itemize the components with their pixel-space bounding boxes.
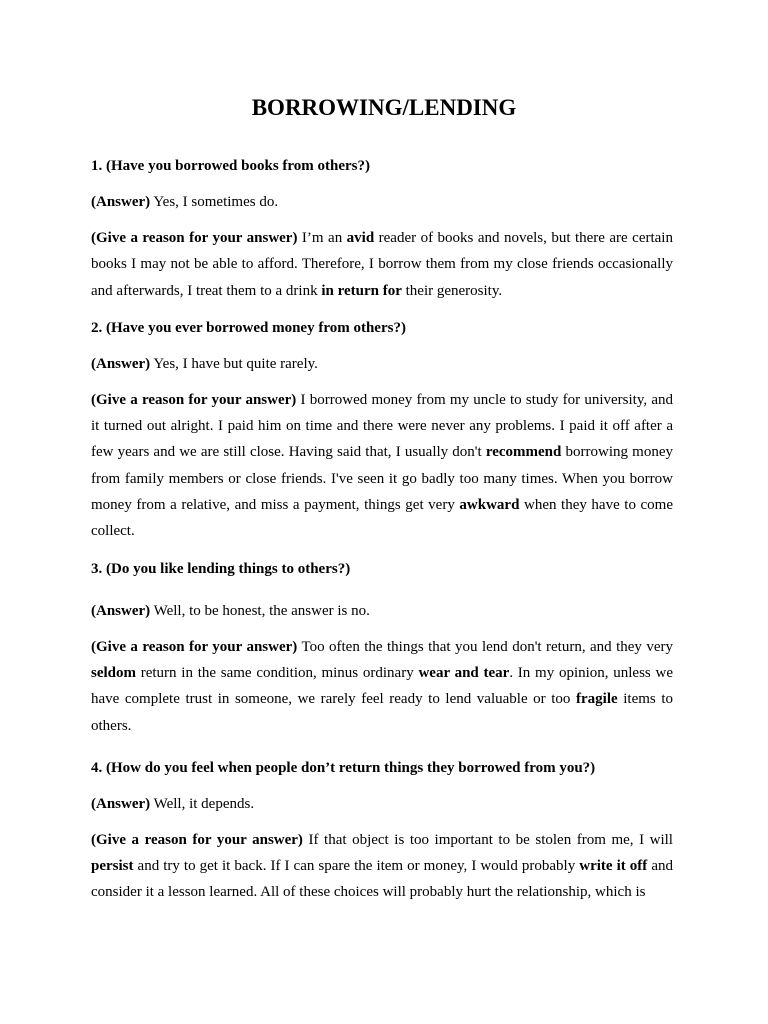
reason-3-text: . In my opinion, unless we have complete trust in someone, we rarely feel ready to lend valuable or too	[91, 664, 673, 708]
answer-label: (Answer)	[91, 194, 151, 210]
vocab-term: recommend	[485, 444, 562, 461]
reason-2	[91, 387, 673, 545]
reason-3	[91, 634, 673, 739]
answer-label: (Answer)	[91, 355, 151, 372]
reason-4	[91, 827, 673, 906]
vocab-term: wear and tear	[418, 664, 510, 681]
reason-1-text: reader of books and novels, but there are certain books I may not be able to afford. Therefore, I borrow them from my close friends occasionally and afterwards, I treat them to a drink	[91, 230, 673, 299]
answer-2	[91, 351, 673, 377]
reason-label: (Give a reason for your answer)	[91, 831, 303, 848]
reason-1-text: their generosity.	[401, 282, 503, 299]
reason-4-text: and try to get it back. If I can spare the item or money, I would probably	[133, 858, 580, 875]
reason-label: (Give a reason for your answer)	[91, 638, 298, 655]
reason-2-text: when they have to come collect.	[91, 497, 673, 540]
reason-label: (Give a reason for your answer)	[91, 391, 297, 408]
reason-label: (Give a reason for your answer)	[91, 230, 298, 246]
reason-1-text: I’m an	[297, 230, 347, 246]
reason-3-text: return in the same condition, minus ordinary	[136, 664, 419, 681]
answer-4	[91, 791, 673, 817]
answer-4-text: Well, it depends.	[150, 795, 255, 812]
answer-3	[91, 598, 673, 624]
reason-4-text: If that object is too important to be stolen from me, I will	[302, 831, 673, 848]
question-3-heading: 3. (Do you like lending things to others?)	[91, 560, 351, 577]
reason-3-text: Too often the things that you lend don't return, and they very	[297, 638, 673, 655]
reason-2-text: borrowing money from family members or close friends. I've seen it go badly too many times. When you borrow money from a relative, and miss a payment, things get very	[91, 444, 673, 514]
vocab-term: persist	[91, 858, 134, 875]
question-1-heading: 1. (Have you borrowed books from others?)	[91, 158, 371, 174]
reason-4-text: and consider it a lesson learned. All of these choices will probably hurt the relationship, which is	[91, 858, 673, 901]
question-2-heading: 2. (Have you ever borrowed money from others?)	[91, 319, 406, 336]
answer-3-text: Well, to be honest, the answer is no.	[150, 602, 370, 619]
answer-label: (Answer)	[91, 795, 151, 812]
vocab-term: seldom	[91, 664, 136, 681]
vocab-term: awkward	[459, 497, 520, 514]
answer-1-text: Yes, I sometimes do.	[150, 194, 279, 210]
question-4-heading: 4. (How do you feel when people don’t return things they borrowed from you?)	[91, 759, 596, 776]
vocab-term: avid	[346, 230, 375, 246]
reason-3-text: items to others.	[91, 691, 673, 734]
reason-2-text: I borrowed money from my uncle to study for university, and it turned out alright. I paid him on time and there were never any problems. I paid it off after a few years and we are still close. Having said that, I usually don't	[91, 391, 673, 461]
answer-1	[91, 189, 673, 215]
answer-2-text: Yes, I have but quite rarely.	[150, 355, 318, 372]
answer-label: (Answer)	[91, 602, 151, 619]
vocab-term: fragile	[576, 691, 618, 708]
document-title: BORROWING/LENDING	[251, 95, 517, 120]
vocab-term: write it off	[579, 858, 648, 875]
reason-1	[91, 225, 673, 304]
document-body	[91, 153, 673, 911]
vocab-term: in return for	[321, 282, 402, 299]
